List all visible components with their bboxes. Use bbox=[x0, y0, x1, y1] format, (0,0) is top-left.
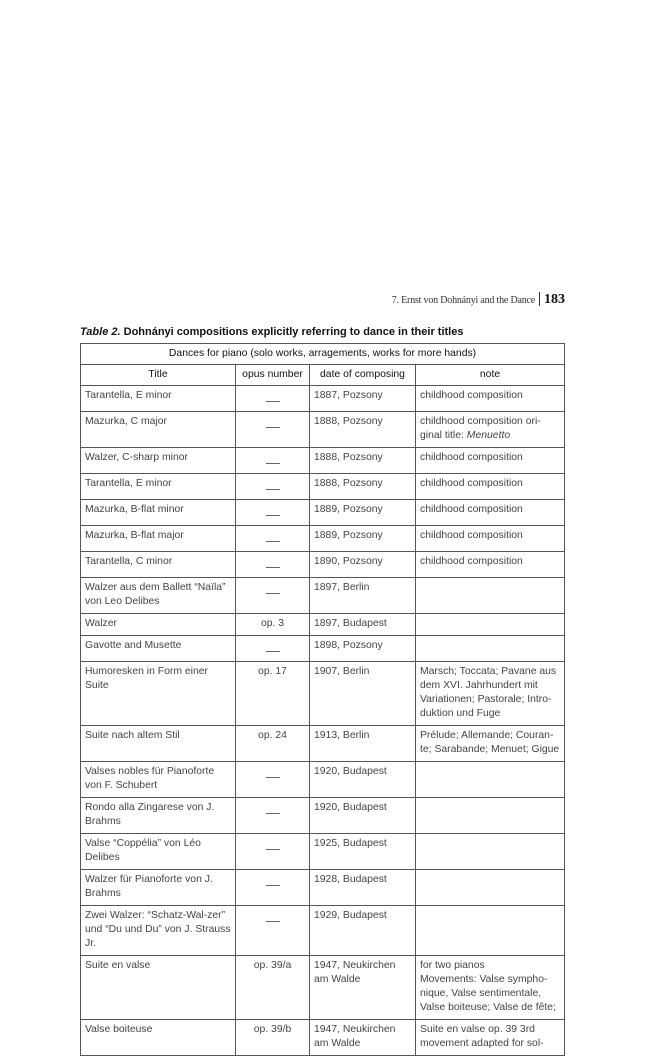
cell-title: Walzer bbox=[81, 614, 236, 636]
table-row bbox=[81, 500, 565, 526]
page-number: 183 bbox=[544, 292, 565, 307]
cell-title: Valse boiteuse bbox=[81, 1020, 236, 1056]
note-text: childhood composition bbox=[420, 452, 523, 463]
cell-opus bbox=[236, 798, 310, 834]
cell-note bbox=[416, 636, 565, 662]
empty-dash bbox=[266, 541, 280, 542]
empty-dash bbox=[266, 777, 280, 778]
cell-opus bbox=[236, 474, 310, 500]
cell-title: Walzer aus dem Ballett “Naïla” von Leo Delibes bbox=[81, 578, 236, 614]
note-text: childhood composition bbox=[420, 530, 523, 541]
empty-dash bbox=[266, 813, 280, 814]
cell-note bbox=[416, 448, 565, 474]
cell-date: 1897, Budapest bbox=[310, 614, 416, 636]
note-text: childhood composition bbox=[420, 478, 523, 489]
table-group-heading-row bbox=[81, 344, 565, 365]
column-header-note: note bbox=[416, 365, 565, 386]
table-row bbox=[81, 412, 565, 448]
cell-title: Humoresken in Form einer Suite bbox=[81, 662, 236, 726]
table-row bbox=[81, 386, 565, 412]
table-header-row bbox=[81, 365, 565, 386]
cell-title: Mazurka, B-flat minor bbox=[81, 500, 236, 526]
table-row bbox=[81, 1020, 565, 1056]
cell-note bbox=[416, 870, 565, 906]
cell-title: Valse “Coppélia” von Léo Delibes bbox=[81, 834, 236, 870]
cell-title: Walzer für Pianoforte von J. Brahms bbox=[81, 870, 236, 906]
cell-title: Suite en valse bbox=[81, 956, 236, 1020]
cell-note bbox=[416, 578, 565, 614]
cell-opus bbox=[236, 636, 310, 662]
note-italic-text: Menuetto bbox=[466, 430, 511, 441]
cell-title: Tarantella, E minor bbox=[81, 474, 236, 500]
table-row bbox=[81, 662, 565, 726]
cell-date: 1913, Berlin bbox=[310, 726, 416, 762]
cell-date: 1928, Budapest bbox=[310, 870, 416, 906]
table-group-heading: Dances for piano (solo works, arragements, works for more hands) bbox=[81, 344, 565, 365]
cell-date: 1888, Pozsony bbox=[310, 448, 416, 474]
cell-opus: op. 39/b bbox=[236, 1020, 310, 1056]
cell-date: 1889, Pozsony bbox=[310, 526, 416, 552]
empty-dash bbox=[266, 427, 280, 428]
cell-opus bbox=[236, 552, 310, 578]
empty-dash bbox=[266, 885, 280, 886]
table-row bbox=[81, 474, 565, 500]
running-header bbox=[0, 292, 565, 308]
table-row bbox=[81, 798, 565, 834]
cell-note bbox=[416, 956, 565, 1020]
table-caption-label: Table 2. bbox=[80, 326, 121, 338]
empty-dash bbox=[266, 515, 280, 516]
column-header-opus: opus number bbox=[236, 365, 310, 386]
cell-date: 1947, Neukirchen am Walde bbox=[310, 956, 416, 1020]
cell-date: 1920, Budapest bbox=[310, 762, 416, 798]
cell-title: Valses nobles für Pianoforte von F. Schubert bbox=[81, 762, 236, 798]
table-row bbox=[81, 906, 565, 956]
cell-date: 1947, Neukirchen am Walde bbox=[310, 1020, 416, 1056]
cell-opus bbox=[236, 412, 310, 448]
cell-date: 1888, Pozsony bbox=[310, 474, 416, 500]
cell-opus bbox=[236, 762, 310, 798]
header-divider bbox=[539, 292, 540, 306]
cell-note bbox=[416, 1020, 565, 1056]
cell-title: Zwei Walzer: “Schatz-Wal-zer” und “Du und Du” von J. Strauss Jr. bbox=[81, 906, 236, 956]
table-row bbox=[81, 870, 565, 906]
table-row bbox=[81, 636, 565, 662]
note-text: Prélude; Allemande; Couran-te; Sarabande; Menuet; Gigue bbox=[420, 730, 560, 755]
cell-note bbox=[416, 614, 565, 636]
cell-note bbox=[416, 798, 565, 834]
cell-date: 1898, Pozsony bbox=[310, 636, 416, 662]
cell-title: Tarantella, C minor bbox=[81, 552, 236, 578]
cell-date: 1887, Pozsony bbox=[310, 386, 416, 412]
cell-opus bbox=[236, 578, 310, 614]
table-row bbox=[81, 762, 565, 798]
cell-note bbox=[416, 526, 565, 552]
table-body bbox=[81, 386, 565, 1056]
empty-dash bbox=[266, 651, 280, 652]
empty-dash bbox=[266, 921, 280, 922]
table-row bbox=[81, 614, 565, 636]
table-row bbox=[81, 956, 565, 1020]
cell-note bbox=[416, 834, 565, 870]
table-row bbox=[81, 834, 565, 870]
table-row bbox=[81, 726, 565, 762]
empty-dash bbox=[266, 567, 280, 568]
cell-date: 1890, Pozsony bbox=[310, 552, 416, 578]
empty-dash bbox=[266, 463, 280, 464]
cell-note bbox=[416, 906, 565, 956]
cell-date: 1929, Budapest bbox=[310, 906, 416, 956]
empty-dash bbox=[266, 593, 280, 594]
note-text: childhood composition bbox=[420, 504, 523, 515]
column-header-date: date of composing bbox=[310, 365, 416, 386]
running-title: 7. Ernst von Dohnányi and the Dance bbox=[391, 295, 535, 306]
cell-opus bbox=[236, 834, 310, 870]
cell-title: Rondo alla Zingarese von J. Brahms bbox=[81, 798, 236, 834]
table-caption-text: Dohnányi compositions explicitly referring to dance in their titles bbox=[120, 326, 464, 338]
table-row bbox=[81, 526, 565, 552]
cell-date: 1897, Berlin bbox=[310, 578, 416, 614]
cell-date: 1920, Budapest bbox=[310, 798, 416, 834]
empty-dash bbox=[266, 489, 280, 490]
cell-opus: op. 24 bbox=[236, 726, 310, 762]
cell-opus: op. 17 bbox=[236, 662, 310, 726]
cell-note bbox=[416, 386, 565, 412]
cell-note bbox=[416, 662, 565, 726]
cell-date: 1888, Pozsony bbox=[310, 412, 416, 448]
cell-note bbox=[416, 552, 565, 578]
cell-opus bbox=[236, 500, 310, 526]
cell-opus bbox=[236, 870, 310, 906]
table-caption bbox=[80, 326, 463, 338]
note-text: for two pianos bbox=[420, 960, 485, 971]
cell-opus bbox=[236, 906, 310, 956]
cell-opus bbox=[236, 386, 310, 412]
table-row bbox=[81, 578, 565, 614]
cell-opus bbox=[236, 448, 310, 474]
empty-dash bbox=[266, 849, 280, 850]
cell-title: Mazurka, C major bbox=[81, 412, 236, 448]
cell-note bbox=[416, 474, 565, 500]
cell-note bbox=[416, 412, 565, 448]
cell-title: Gavotte and Musette bbox=[81, 636, 236, 662]
cell-title: Suite nach altem Stil bbox=[81, 726, 236, 762]
cell-note bbox=[416, 500, 565, 526]
note-text-continued: Movements: Valse sympho-nique, Valse sentimentale, Valse boiteuse; Valse de fête; bbox=[420, 974, 556, 1013]
compositions-table bbox=[80, 343, 565, 1056]
cell-date: 1925, Budapest bbox=[310, 834, 416, 870]
note-text: childhood composition bbox=[420, 556, 523, 567]
table-row bbox=[81, 552, 565, 578]
column-header-title: Title bbox=[81, 365, 236, 386]
cell-note bbox=[416, 726, 565, 762]
note-text: childhood composition ori-ginal title: bbox=[420, 416, 541, 441]
cell-title: Walzer, C-sharp minor bbox=[81, 448, 236, 474]
note-text: childhood composition bbox=[420, 390, 523, 401]
cell-note bbox=[416, 762, 565, 798]
cell-title: Mazurka, B-flat major bbox=[81, 526, 236, 552]
cell-date: 1889, Pozsony bbox=[310, 500, 416, 526]
cell-date: 1907, Berlin bbox=[310, 662, 416, 726]
cell-opus: op. 3 bbox=[236, 614, 310, 636]
note-text: Suite en valse op. 39 3rd movement adapted for sol- bbox=[420, 1024, 544, 1049]
table-row bbox=[81, 448, 565, 474]
note-text: Marsch; Toccata; Pavane aus dem XVI. Jahrhundert mit Variationen; Pastorale; Intro-duktion und Fuge bbox=[420, 666, 557, 719]
cell-title: Tarantella, E minor bbox=[81, 386, 236, 412]
cell-opus bbox=[236, 526, 310, 552]
cell-opus: op. 39/a bbox=[236, 956, 310, 1020]
empty-dash bbox=[266, 401, 280, 402]
